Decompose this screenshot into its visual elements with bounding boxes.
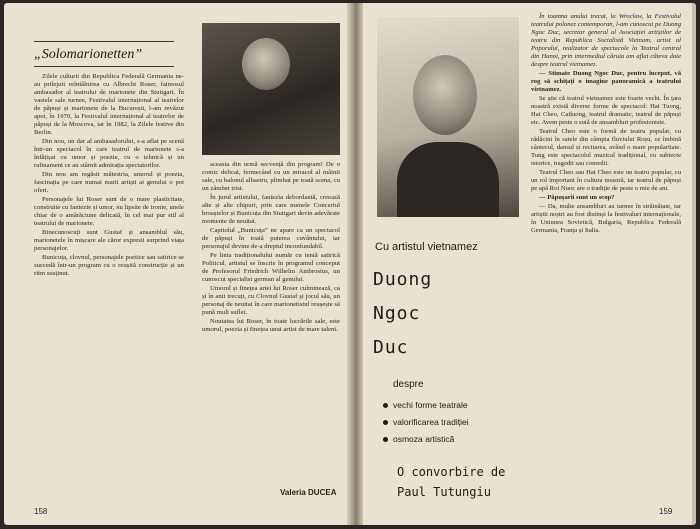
- bullet-dot-icon: [383, 403, 388, 408]
- bullet-dot-icon: [383, 437, 388, 442]
- book-gutter: [347, 3, 363, 525]
- interviewer-line-1: O convorbire de: [397, 465, 506, 479]
- paragraph: Noutatea lui Roser, în toate lucrările sale, este umorul, poezia și finețea unui artist de mare talent.: [202, 318, 340, 333]
- portrait-photo: [377, 17, 519, 217]
- paragraph: Din nou am regăsit măiestria, umorul și poezia, fascinația pe care numai marii artiști ai genului o pot oferi.: [34, 171, 184, 194]
- page-number-right: 159: [659, 507, 673, 516]
- paragraph: Bunicuța, clovnul, personajele poetice sau satirice se succedă într-un program cu o reușită construcție și un ritm susținut.: [34, 254, 184, 277]
- paragraph: Umorul și finețea artei lui Roser culminează, ca și în anii trecuți, cu Clovnul Gustaf și jocul său, un personaj de neuitat în care marionetistul reușește să pună mult suflet.: [202, 285, 340, 316]
- name-line-1: Duong: [373, 269, 433, 290]
- paragraph: Zilele culturii din Republica Federală Germania ne-au prilejuit reîntâlnirea cu Albrecht Roser, faimosul ambasador al teatrului de marionete din Stuttgart. În vastele sale turnee, Festivalul internațional al teatrelor de păpuși și marionete de la București, l-am revăzut apoi, în 1970, la Festivalul internațional al teatrelor de păpuși de la Moscova, iar în 1982, la Zilele festive din Berlin.: [34, 73, 184, 136]
- left-column-2: [202, 161, 340, 481]
- left-column-1: [34, 73, 184, 478]
- paragraph: Se știe că teatrul vietnamez este foarte vechi. În țara noastră există diverse forme de spectacol: Hat Tuong, Hat Cheo, Cailuong, teatrul dramatic, teatrul de păpuși etc. Avem peste o sută de ansambluri profesioniste.: [531, 95, 681, 126]
- page-number-left: 158: [34, 507, 48, 516]
- portrait-face: [413, 55, 477, 135]
- title-rule-top: [34, 41, 174, 42]
- paragraph: Teatrul Cheo sau Hat Cheo este un teatru popular, cu un rol important în cultura noastră, iar teatrul de păpuși pe apă Roi Nuoc are o tradiție de peste o mie de ani.: [531, 169, 681, 192]
- marionette-photo: [202, 23, 340, 155]
- photo-figure: [242, 38, 290, 90]
- book-spread: [4, 3, 696, 525]
- name-line-2: Ngoc: [373, 303, 421, 324]
- paragraph: Pe linia tradiționalului număr cu tentă satirică Politicul, artistul se înscrie în programul conceput de Profesorul Friedrich Wilhelm Ambrosius, un cunoscut specialist german al genului.: [202, 252, 340, 283]
- intro-paragraph: În toamna anului trecut, la Wroclaw, la Festivalul teatrului polonez contemporan, l-am cunoscut pe Duong Ngoc Duc, secretar general al Asociației artiștilor de teatru din Republica Socialistă Vietnam, artist al Poporului, realizator de spectacole la Teatrul central din Hanoi, prin intermediul căruia am aflat câteva date despre teatrul vietnamez.: [531, 13, 681, 68]
- right-text-column: [531, 13, 681, 503]
- paragraph: Binecunoscuți sunt Gustaf și ansamblul său, marionetele în mișcare ale căror expresii surprind viața personajelor.: [34, 229, 184, 252]
- paragraph: În jurul artistului, fantezia debordantă, creează alte și alte chipuri, prin care numele Concertul broaștelor și Bunicuța din Stuttgart devin adevărate momente de neuitat.: [202, 194, 340, 225]
- topic-text: vechi forme teatrale: [393, 400, 468, 410]
- article-title: „Solomarionetten”: [34, 47, 143, 62]
- right-page: [363, 3, 696, 525]
- paragraph: Teatrul Cheo este o formă de teatru popular, cu rădăcini în satele din câmpia fluviului Roșu, ce îmbină cântecul, dansul și recitarea, având o mare popularitate. Tung este spectacolul muzical tradițional, cu subiecte istorice, tragedii sau comedii.: [531, 128, 681, 167]
- paragraph: Capitolul „Bunicuța” ne apare ca un spectacol de păpuși în toată puterea cuvântului, iar personajul devine de-a dreptul inconfundabil.: [202, 227, 340, 250]
- topic-bullet: [383, 417, 469, 427]
- topic-bullet: [383, 400, 468, 410]
- name-line-3: Duc: [373, 337, 409, 358]
- left-page: [4, 3, 347, 525]
- topic-text: valorificarea tradiției: [393, 417, 469, 427]
- title-rule-bottom: [34, 66, 174, 67]
- author-signature: Valeria DUCEA: [280, 488, 337, 497]
- interview-series-title: Cu artistul vietnamez: [375, 241, 478, 253]
- portrait-shoulders: [397, 142, 499, 217]
- page-edge: [692, 3, 696, 525]
- paragraph: — Da, multe ansambluri au turnee în străinătate, iar artiștii noștri au fost distinși la festivaluri internaționale, în Uniunea Sovietică, Bulgaria, Republica Federală Germania, Franța și Italia.: [531, 203, 681, 234]
- question-paragraph: — Stimate Duong Ngoc Duc, pentru început, vă rog să schițați o imagine panoramică a teatrului vietnamez.: [531, 70, 681, 93]
- interviewer-line-2: Paul Tutungiu: [397, 485, 491, 499]
- topic-text: osmoza artistică: [393, 434, 455, 444]
- paragraph: aceasta din urmă secvență din program! De o comic delicat, fermecând cu un miracol al mâinii sale, cu balonul albastru, plimbat pe toată scena, cu un zâmbet trist.: [202, 161, 340, 192]
- question-paragraph: — Păpușarii sunt un scop?: [539, 194, 615, 201]
- bullet-dot-icon: [383, 420, 388, 425]
- about-label: despre: [393, 379, 424, 390]
- paragraph: Din nou, un dar al ambasadorului, s-a aflat pe scenă într-un spectacol în care teatrul de marionete s-a înfățișat cu umor și poezie, cu o tehnică și un rafinament ce au stârnit admirația spectatorilor.: [34, 138, 184, 169]
- paragraph: Personajele lui Roser sunt de o mare plasticitate, construite cu fantezie și umor, nu lipsite de ironie, unele chiar de o amărăciune delicată, în cel mai pur stil al teatrului de marionete.: [34, 196, 184, 227]
- topic-bullet: [383, 434, 454, 444]
